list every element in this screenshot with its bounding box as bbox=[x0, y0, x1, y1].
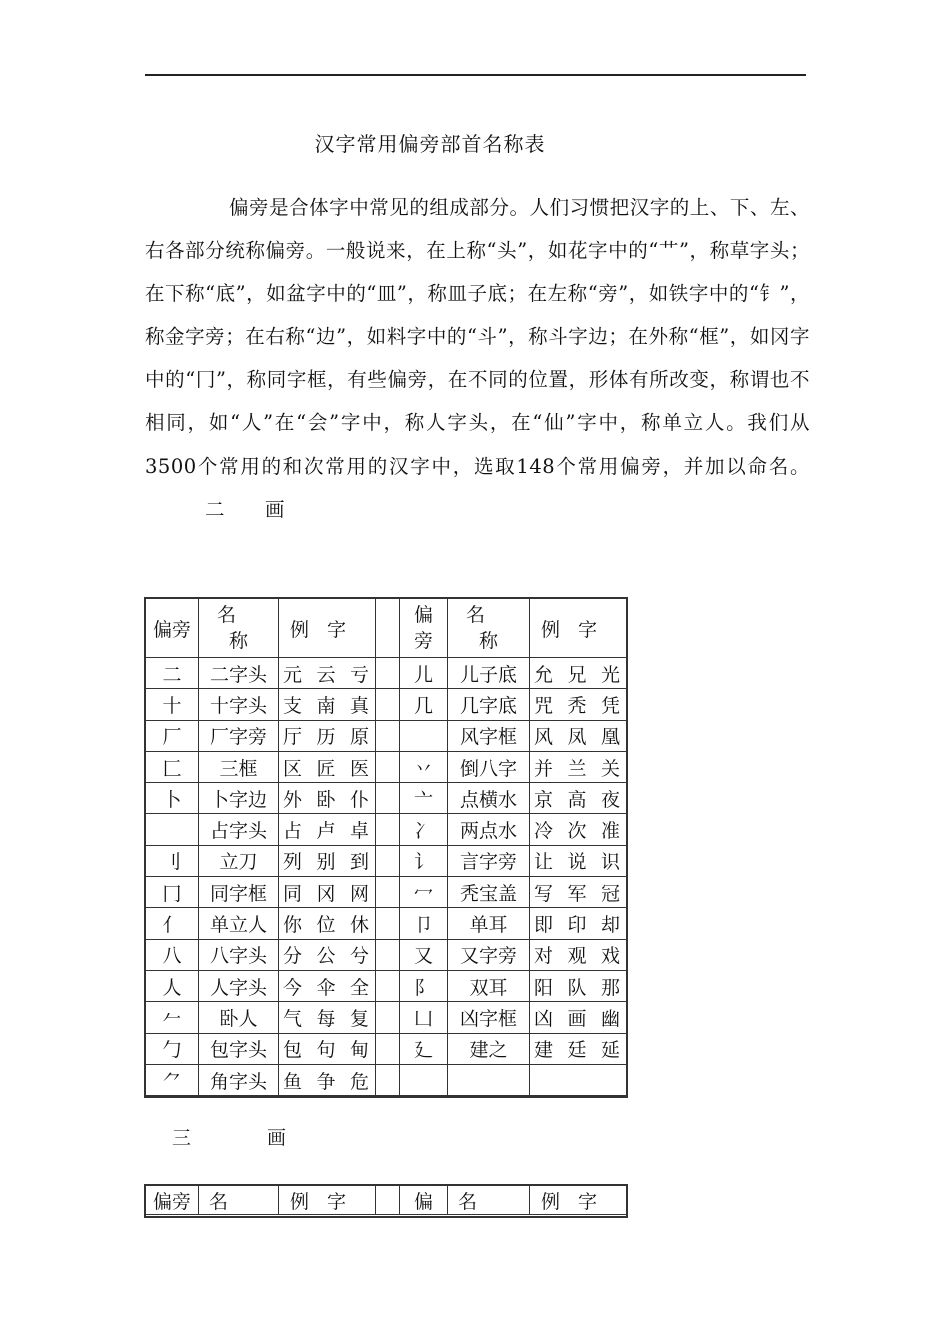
name-cell: 同字框 bbox=[199, 877, 279, 908]
table-row bbox=[146, 1002, 627, 1033]
example-cell: 建廷延 bbox=[530, 1033, 627, 1064]
example-cell: 鱼争危 bbox=[279, 1064, 376, 1095]
header-name: 名 bbox=[199, 1186, 279, 1215]
name-cell: 倒八字 bbox=[448, 751, 530, 782]
radical-cell: 儿 bbox=[400, 658, 448, 689]
column-gap bbox=[376, 1064, 400, 1095]
radical-cell: 𠂉 bbox=[146, 1002, 199, 1033]
name-cell: 八字头 bbox=[199, 939, 279, 970]
table-row bbox=[146, 751, 627, 782]
radical-cell: 匚 bbox=[146, 751, 199, 782]
example-cell: 阳队那 bbox=[530, 970, 627, 1001]
radical-cell: 冫 bbox=[400, 814, 448, 845]
radical-cell: 凵 bbox=[400, 1002, 448, 1033]
name-cell bbox=[448, 1064, 530, 1095]
example-cell: 支南真 bbox=[279, 689, 376, 720]
column-gap bbox=[376, 877, 400, 908]
name-cell: 角字头 bbox=[199, 1064, 279, 1095]
example-cell: 即印却 bbox=[530, 908, 627, 939]
intro-paragraph bbox=[145, 186, 810, 531]
table-row bbox=[146, 939, 627, 970]
table-row bbox=[146, 814, 627, 845]
name-cell: 卜字边 bbox=[199, 783, 279, 814]
name-cell: 占字头 bbox=[199, 814, 279, 845]
header-radical-right: 偏 bbox=[400, 1186, 448, 1215]
example-cell: 区匠医 bbox=[279, 751, 376, 782]
radical-cell: 阝 bbox=[400, 970, 448, 1001]
name-cell: 几字底 bbox=[448, 689, 530, 720]
radical-cell: 几 bbox=[400, 689, 448, 720]
radical-cell: 冖 bbox=[400, 877, 448, 908]
three-stroke-table bbox=[145, 1185, 627, 1215]
header-name: 名 称 bbox=[199, 599, 279, 658]
intro-text: 偏旁是合体字中常见的组成部分。人们习惯把汉字的上、下、左、右各部分统称偏旁。一般说来，在上称“头”，如花字中的“艹”，称草字头；在下称“底”，如盆字中的“皿”，称皿子底；在左称“旁”，如铁字中的“钅”，称金字旁；在右称“边”，如料字中的“斗”，称斗字边；在外称“框”，如冈字中的“冂”，称同字框，有些偏旁，在不同的位置，形体有所改变，称谓也不相同，如“人”在“会”字中，称人字头，在“仙”字中，称单立人。我们从3500个常用的和次常用的汉字中，选取148个常用偏旁，并加以命名。 bbox=[145, 196, 810, 478]
name-cell: 厂字旁 bbox=[199, 720, 279, 751]
header-example-right: 例字 bbox=[530, 1186, 627, 1215]
example-cell: 厅历原 bbox=[279, 720, 376, 751]
name-cell: 秃宝盖 bbox=[448, 877, 530, 908]
example-cell: 列别到 bbox=[279, 845, 376, 876]
table-header-row bbox=[146, 599, 627, 658]
column-gap bbox=[376, 814, 400, 845]
name-cell: 两点水 bbox=[448, 814, 530, 845]
table-row bbox=[146, 970, 627, 1001]
example-cell: 占卢卓 bbox=[279, 814, 376, 845]
example-cell: 今伞全 bbox=[279, 970, 376, 1001]
radical-cell: 二 bbox=[146, 658, 199, 689]
radical-cell: 刂 bbox=[146, 845, 199, 876]
name-cell: 建之 bbox=[448, 1033, 530, 1064]
column-gap bbox=[376, 1186, 400, 1215]
name-cell: 三框 bbox=[199, 751, 279, 782]
radical-cell: 勹 bbox=[146, 1033, 199, 1064]
example-cell: 外卧仆 bbox=[279, 783, 376, 814]
header-name-right: 名 bbox=[448, 1186, 530, 1215]
name-cell: 单耳 bbox=[448, 908, 530, 939]
name-cell: 凶字框 bbox=[448, 1002, 530, 1033]
radical-cell bbox=[400, 1064, 448, 1095]
name-cell: 立刀 bbox=[199, 845, 279, 876]
radical-cell: 丷 bbox=[400, 751, 448, 782]
header-example: 例字 bbox=[279, 1186, 376, 1215]
table-row bbox=[146, 783, 627, 814]
column-gap bbox=[376, 1033, 400, 1064]
column-gap bbox=[376, 751, 400, 782]
name-cell: 风字框 bbox=[448, 720, 530, 751]
section-two-label: 二 画 bbox=[205, 497, 286, 521]
radical-cell: 卜 bbox=[146, 783, 199, 814]
column-gap bbox=[376, 599, 400, 658]
example-cell: 冷次准 bbox=[530, 814, 627, 845]
table-row bbox=[146, 877, 627, 908]
example-cell: 分公兮 bbox=[279, 939, 376, 970]
radical-cell: 亻 bbox=[146, 908, 199, 939]
radical-cell: 冂 bbox=[146, 877, 199, 908]
header-radical: 偏旁 bbox=[146, 599, 199, 658]
radical-cell: 卩 bbox=[400, 908, 448, 939]
table-row bbox=[146, 658, 627, 689]
table-row bbox=[146, 1064, 627, 1095]
table-row bbox=[146, 1033, 627, 1064]
column-gap bbox=[376, 908, 400, 939]
name-cell: 人字头 bbox=[199, 970, 279, 1001]
radical-cell: 厂 bbox=[146, 720, 199, 751]
name-cell: 儿子底 bbox=[448, 658, 530, 689]
column-gap bbox=[376, 939, 400, 970]
header-example: 例字 bbox=[279, 599, 376, 658]
table-row bbox=[146, 908, 627, 939]
table-header-row bbox=[146, 1186, 627, 1215]
radical-cell: 亠 bbox=[400, 783, 448, 814]
name-cell: 十字头 bbox=[199, 689, 279, 720]
example-cell: 凶画幽 bbox=[530, 1002, 627, 1033]
name-cell: 言字旁 bbox=[448, 845, 530, 876]
two-stroke-table bbox=[145, 598, 627, 1096]
name-cell: 双耳 bbox=[448, 970, 530, 1001]
example-cell: 元云亏 bbox=[279, 658, 376, 689]
table-row bbox=[146, 720, 627, 751]
radical-cell: 十 bbox=[146, 689, 199, 720]
header-name-right: 名 称 bbox=[448, 599, 530, 658]
radical-cell: 又 bbox=[400, 939, 448, 970]
page-title: 汉字常用偏旁部首名称表 bbox=[314, 132, 546, 156]
name-cell: 点横水 bbox=[448, 783, 530, 814]
name-cell: 二字头 bbox=[199, 658, 279, 689]
example-cell: 气每复 bbox=[279, 1002, 376, 1033]
example-cell: 允兄光 bbox=[530, 658, 627, 689]
example-cell: 咒秃凭 bbox=[530, 689, 627, 720]
column-gap bbox=[376, 845, 400, 876]
example-cell: 京高夜 bbox=[530, 783, 627, 814]
example-cell: 并兰关 bbox=[530, 751, 627, 782]
radical-cell: 八 bbox=[146, 939, 199, 970]
radical-cell bbox=[400, 720, 448, 751]
header-example-right: 例字 bbox=[530, 599, 627, 658]
name-cell: 单立人 bbox=[199, 908, 279, 939]
radical-cell: 人 bbox=[146, 970, 199, 1001]
column-gap bbox=[376, 1002, 400, 1033]
section-three-label: 三 画 bbox=[172, 1127, 287, 1149]
radical-cell: 廴 bbox=[400, 1033, 448, 1064]
example-cell bbox=[530, 1064, 627, 1095]
name-cell: 又字旁 bbox=[448, 939, 530, 970]
radical-cell: 讠 bbox=[400, 845, 448, 876]
table-row bbox=[146, 845, 627, 876]
example-cell: 风凤凰 bbox=[530, 720, 627, 751]
column-gap bbox=[376, 689, 400, 720]
example-cell: 对观戏 bbox=[530, 939, 627, 970]
name-cell: 卧人 bbox=[199, 1002, 279, 1033]
table-row bbox=[146, 689, 627, 720]
example-cell: 让说识 bbox=[530, 845, 627, 876]
column-gap bbox=[376, 970, 400, 1001]
name-cell: 包字头 bbox=[199, 1033, 279, 1064]
header-radical: 偏旁 bbox=[146, 1186, 199, 1215]
radical-cell bbox=[146, 814, 199, 845]
column-gap bbox=[376, 720, 400, 751]
example-cell: 你位休 bbox=[279, 908, 376, 939]
header-rule bbox=[145, 74, 806, 76]
example-cell: 同冈网 bbox=[279, 877, 376, 908]
header-radical-right: 偏 旁 bbox=[400, 599, 448, 658]
column-gap bbox=[376, 658, 400, 689]
radical-cell: ⺈ bbox=[146, 1064, 199, 1095]
example-cell: 写军冠 bbox=[530, 877, 627, 908]
column-gap bbox=[376, 783, 400, 814]
example-cell: 包句甸 bbox=[279, 1033, 376, 1064]
